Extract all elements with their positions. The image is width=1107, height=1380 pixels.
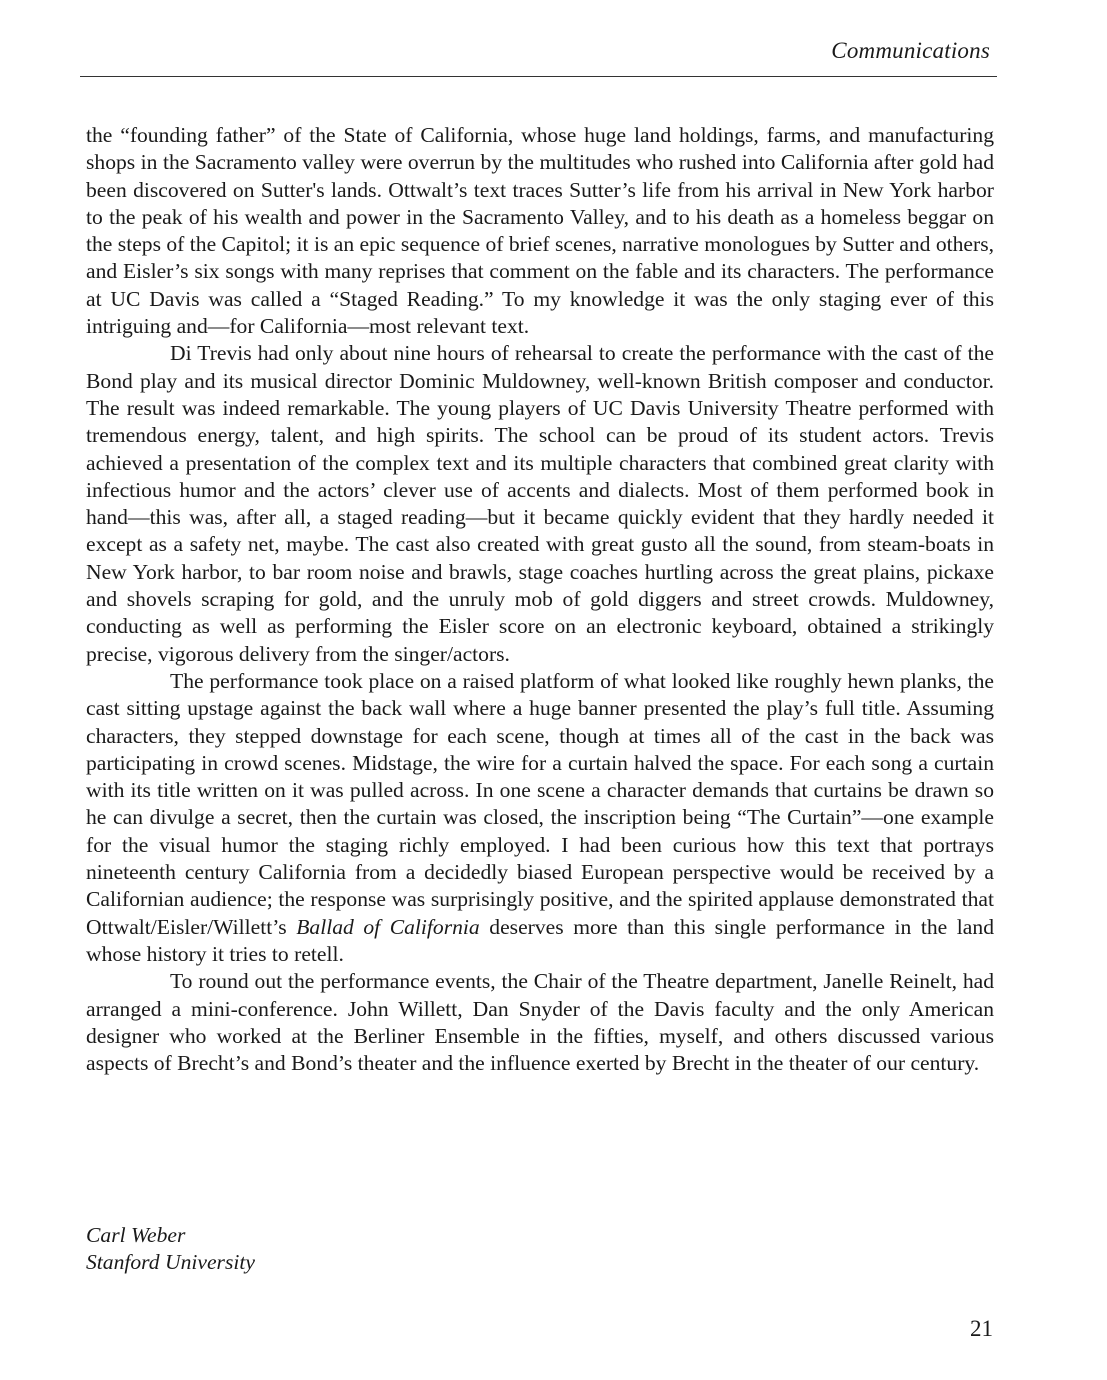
- author-name: Carl Weber: [86, 1223, 186, 1247]
- play-title: Ballad of California: [296, 914, 480, 939]
- author-signature: [86, 1222, 255, 1277]
- running-head: Communications: [831, 38, 990, 63]
- paragraph-2: Di Trevis had only about nine hours of rehearsal to create the performance with the cast of the Bond play and its musical director Dominic Muldowney, well-known British composer and conductor. The result was indeed remarkable. The young players of UC Davis University Theatre performed with tremendous energy, talent, and high spirits. The school can be proud of its student actors. Trevis achieved a presentation of the complex text and its multiple characters that combined great clarity with infectious humor and the actors’ clever use of accents and dialects. Most of them performed book in hand—this was, after all, a staged reading—but it became quickly evident that they hardly needed it except as a safety net, maybe. The cast also created with great gusto all the sound, from steam-boats in New York harbor, to bar room noise and brawls, stage coaches hurtling across the great plains, pickaxe and shovels scraping for gold, and the unruly mob of gold diggers and street crowds. Muldowney, conducting as well as performing the Eisler score on an electronic keyboard, obtained a strikingly precise, vigorous delivery from the singer/actors.: [86, 341, 994, 666]
- paragraph-3: [86, 668, 994, 968]
- paragraph-3-text-after: deserves more than this single performance in the land whose history it tries to retell.: [86, 914, 994, 966]
- page-number: 21: [970, 1316, 993, 1341]
- author-affiliation: Stanford University: [86, 1250, 255, 1275]
- article-body: [86, 122, 994, 1077]
- header-rule: [80, 76, 997, 77]
- paragraph-3-text-before: The performance took place on a raised platform of what looked like roughly hewn planks, the cast sitting upstage against the back wall where a huge banner presented the play’s full title. Assuming characters, they stepped downstage for each scene, though at times all of the cast in the back was participating in crowd scenes. Midstage, the wire for a curtain halved the space. For each song a curtain with its title written on it was pulled across. In one scene a character demands that curtains be drawn so he can divulge a secret, then the curtain was closed, the inscription being “The Curtain”—one example for the visual humor the staging richly employed. I had been curious how this text that portrays nineteenth century California from a decidedly biased European perspective would be received by a Californian audience; the response was surprisingly positive, and the spirited applause demonstrated that Ottwalt/Eisler/Willett’s: [86, 668, 994, 939]
- paragraph-1: the “founding father” of the State of California, whose huge land holdings, farms, and manufacturing shops in the Sacramento valley were overrun by the multitudes who rushed into California after gold had been discovered on Sutter's lands. Ottwalt’s text traces Sutter’s life from his arrival in New York harbor to the peak of his wealth and power in the Sacramento Valley, and to his death as a homeless beggar on the steps of the Capitol; it is an epic sequence of brief scenes, narrative monologues by Sutter and others, and Eisler’s six songs with many reprises that comment on the fable and its characters. The performance at UC Davis was called a “Staged Reading.” To my knowledge it was the only staging ever of this intriguing and—for California—most relevant text.: [86, 123, 994, 339]
- paragraph-4: To round out the performance events, the Chair of the Theatre department, Janelle Reinelt, had arranged a mini-conference. John Willett, Dan Snyder of the Davis faculty and the only American designer who worked at the Berliner Ensemble in the fifties, myself, and others discussed various aspects of Brecht’s and Bond’s theater and the influence exerted by Brecht in the theater of our century.: [86, 969, 994, 1076]
